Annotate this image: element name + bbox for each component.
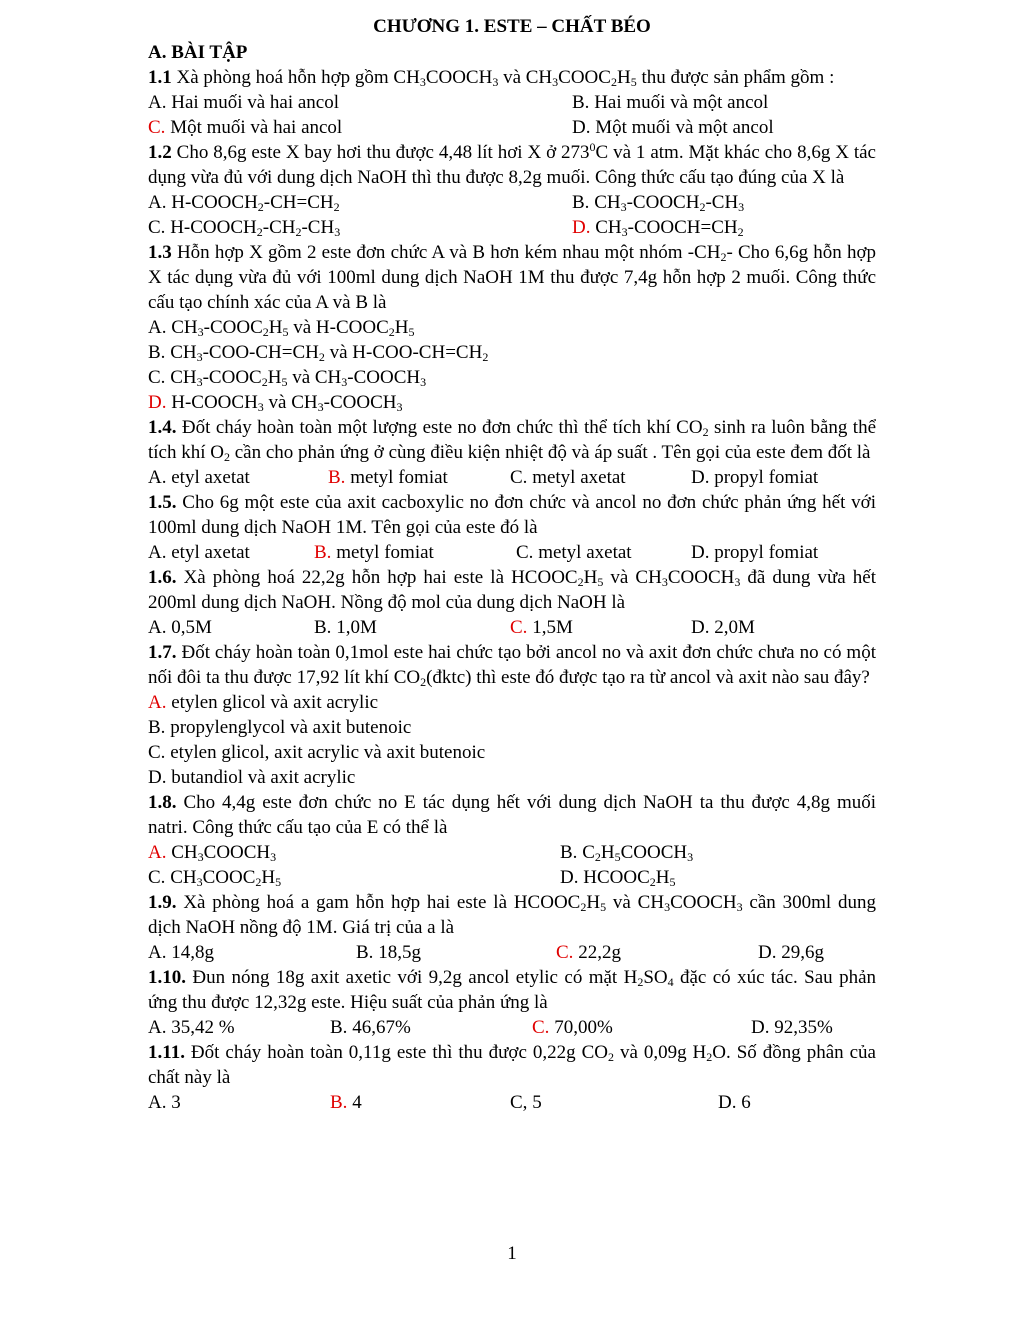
question-number: 1.11.: [148, 1042, 185, 1063]
question-number: 1.10.: [148, 967, 186, 988]
option-text: $CH_3-COO-CH=CH_2$ và $H-COO-CH=CH_2$: [165, 342, 489, 364]
question-1-10: [148, 965, 876, 1040]
question-1-5: [148, 490, 876, 565]
option-text: etyl axetat: [166, 467, 250, 488]
option-text: etylen glicol, axit acrylic và axit butenoic: [165, 742, 486, 763]
question-stem: Cho 4,4g este đơn chức no E tác dụng hết với dung dịch NaOH ta thu được 4,8g muối natri. Công thức cấu tạo của E có thể là: [148, 792, 876, 838]
option-text: $H-COOCH_3$ và $CH_3-COOCH_3$: [166, 392, 403, 414]
option-letter: D.: [691, 617, 710, 638]
option-letter: A.: [148, 842, 167, 863]
question-number: 1.9.: [148, 892, 177, 913]
question-number: 1.6.: [148, 567, 177, 588]
option-a: [148, 90, 339, 115]
question-stem: Đun nóng 18g axit axetic với 9,2g ancol etylic có mặt $H_2SO_4$ đặc có xúc tác. Sau phản ứng thu được 12,32g este. Hiệu suất của phản ứng là: [148, 967, 877, 1013]
option-text: propylenglycol và axit butenoic: [165, 717, 412, 738]
option-c: [148, 215, 340, 240]
option-text: Một muối và một ancol: [590, 117, 774, 138]
option-text: $CH_3COOC_2H_5$: [165, 867, 282, 889]
option-b: [356, 940, 421, 965]
option-letter: A.: [148, 542, 167, 563]
option-b: [560, 840, 693, 865]
option-letter: C,: [510, 1092, 528, 1113]
question-number: 1.2: [148, 142, 172, 163]
section-heading: A. BÀI TẬP: [148, 42, 248, 63]
option-letter: A.: [148, 692, 167, 713]
option-c: [556, 940, 621, 965]
option-letter: C.: [516, 542, 534, 563]
option-letter: C.: [532, 1017, 550, 1038]
option-letter: D.: [148, 767, 167, 788]
option-text: metyl fomiat: [331, 542, 434, 563]
option-letter: A.: [148, 1092, 167, 1113]
option-c: [532, 1015, 613, 1040]
question-1-6: [148, 565, 876, 640]
option-d: [148, 765, 876, 790]
option-d: [718, 1090, 751, 1115]
option-text: 0,5M: [166, 617, 212, 638]
option-letter: A.: [148, 192, 167, 213]
question-number: 1.1: [148, 67, 172, 88]
option-text: metyl fomiat: [345, 467, 448, 488]
option-letter: D.: [751, 1017, 770, 1038]
option-text: $C_2H_5COOCH_3$: [577, 842, 694, 864]
option-letter: C.: [148, 367, 166, 388]
option-c: [510, 1090, 542, 1115]
option-a: [148, 190, 340, 215]
question-stem: Xà phòng hoá a gam hỗn hợp hai este là $HCOOC_2H_5$ và $CH_3COOCH_3$ cần 300ml dung dịch NaOH nồng độ 1M. Giá trị của a là: [148, 892, 876, 938]
option-c: [148, 115, 342, 140]
question-1-7: [148, 640, 876, 790]
option-b: [572, 190, 744, 215]
option-letter: C.: [148, 867, 166, 888]
option-text: $CH_3-COOC_2H_5$ và $CH_3-COOCH_3$: [165, 367, 427, 389]
question-number: 1.5.: [148, 492, 177, 513]
option-text: 5: [527, 1092, 542, 1113]
option-letter: B.: [330, 1092, 348, 1113]
option-c: [516, 540, 632, 565]
option-text: 1,0M: [331, 617, 377, 638]
question-stem: Đốt cháy hoàn toàn một lượng este no đơn chức thì thể tích khí $CO_2$ sinh ra luôn bằng thể tích khí $O_2$ cần cho phản ứng ở cùng điều kiện nhiệt độ và áp suất . Tên gọi của este đem đốt là: [148, 417, 876, 464]
option-d: [572, 115, 774, 140]
question-1-9: [148, 890, 876, 965]
option-text: $H-COOCH_2-CH_2-CH_3$: [165, 217, 341, 239]
question-stem: Xà phòng hoá hỗn hợp gồm $CH_3COOCH_3$ và $CH_3COOC_2H_5$ thu được sản phẩm gồm :: [176, 67, 835, 89]
option-letter: D.: [691, 467, 710, 488]
option-a: [148, 1015, 235, 1040]
option-text: $CH_3-COOCH_2-CH_3$: [589, 192, 745, 214]
option-text: 70,00%: [549, 1017, 613, 1038]
option-letter: A.: [148, 317, 167, 338]
option-letter: A.: [148, 467, 167, 488]
option-a: [148, 840, 276, 865]
option-text: Hai muối và hai ancol: [166, 92, 340, 113]
option-text: 1,5M: [527, 617, 573, 638]
option-b: [148, 715, 876, 740]
option-letter: B.: [314, 542, 332, 563]
option-d: [691, 465, 818, 490]
page-number: 1: [507, 1243, 517, 1264]
option-d: [758, 940, 824, 965]
option-a: [148, 690, 876, 715]
option-text: 3: [166, 1092, 181, 1113]
question-stem: Hỗn hợp X gồm 2 este đơn chức A và B hơn kém nhau một nhóm $-CH_2-$ Cho 6,6g hỗn hợp X tác dụng vừa đủ với 100ml dung dịch NaOH 1M thu được 7,4g hỗn hợp 2 muối. Công thức cấu tạo chính xác của A và B là: [148, 242, 876, 313]
option-letter: A.: [148, 617, 167, 638]
question-1-1: [148, 65, 876, 140]
question-1-2: [148, 140, 876, 240]
option-d: [691, 540, 818, 565]
option-letter: A.: [148, 1017, 167, 1038]
option-letter: A.: [148, 92, 167, 113]
option-letter: D.: [691, 542, 710, 563]
option-text: $H-COOCH_2-CH=CH_2$: [166, 192, 340, 214]
option-c: [148, 740, 876, 765]
option-c: [510, 465, 626, 490]
option-b: [148, 340, 876, 365]
option-letter: B.: [572, 192, 590, 213]
option-b: [314, 540, 434, 565]
option-text: 46,67%: [347, 1017, 411, 1038]
question-number: 1.8.: [148, 792, 177, 813]
question-1-11: [148, 1040, 876, 1115]
option-letter: B.: [560, 842, 578, 863]
question-1-4: [148, 415, 876, 490]
option-letter: C.: [510, 467, 528, 488]
option-text: 6: [736, 1092, 751, 1113]
option-d: [691, 615, 755, 640]
option-text: 22,2g: [573, 942, 621, 963]
option-text: 35,42 %: [166, 1017, 235, 1038]
option-text: 2,0M: [709, 617, 755, 638]
option-text: 18,5g: [373, 942, 421, 963]
option-a: [148, 1090, 181, 1115]
question-stem: Đốt cháy hoàn toàn 0,1mol este hai chức tạo bởi ancol no và axit đơn chức chưa no có một nối đôi ta thu được 17,92 lít khí $CO_2(đktc)$ thì este đó được tạo ra từ ancol và axit nào sau đây?: [148, 642, 876, 689]
option-text: metyl axetat: [527, 467, 626, 488]
option-text: propyl fomiat: [709, 467, 819, 488]
option-text: $CH_3-COOC_2H_5$ và $H-COOC_2H_5$: [166, 317, 415, 339]
question-number: 1.4.: [148, 417, 177, 438]
option-c: [510, 615, 573, 640]
option-c: [148, 865, 281, 890]
option-text: etyl axetat: [166, 542, 250, 563]
option-a: [148, 540, 250, 565]
option-a: [148, 940, 214, 965]
option-letter: B.: [148, 717, 166, 738]
option-letter: A.: [148, 942, 167, 963]
option-letter: B.: [356, 942, 374, 963]
question-stem: Đốt cháy hoàn toàn 0,11g este thì thu được 0,22g $CO_2$ và 0,09g $H_2O$. Số đồng phân của chất này là: [148, 1042, 876, 1088]
option-a: [148, 615, 212, 640]
option-letter: B.: [314, 617, 332, 638]
question-1-3: [148, 240, 876, 415]
option-letter: B.: [148, 342, 166, 363]
option-letter: C.: [148, 742, 166, 763]
option-text: 4: [347, 1092, 362, 1113]
option-letter: D.: [718, 1092, 737, 1113]
option-text: Một muối và hai ancol: [165, 117, 343, 138]
option-c: [148, 365, 876, 390]
question-stem: Cho 6g một este của axit cacboxylic no đơn chức và ancol no đơn chức phản ứng hết với 100ml dung dịch NaOH 1M. Tên gọi của este đó là: [148, 492, 877, 538]
question-1-8: [148, 790, 876, 890]
worksheet-page: [148, 14, 876, 1115]
option-b: [330, 1015, 411, 1040]
option-letter: C.: [510, 617, 528, 638]
option-letter: C.: [148, 117, 166, 138]
option-a: [148, 465, 250, 490]
option-text: butandiol và axit acrylic: [166, 767, 356, 788]
option-b: [330, 1090, 362, 1115]
option-text: $HCOOC_2H_5$: [578, 867, 676, 889]
option-letter: C.: [556, 942, 574, 963]
option-text: $CH_3-COOCH=CH_2$: [590, 217, 744, 239]
question-number: 1.7.: [148, 642, 177, 663]
question-stem: Cho 8,6g este X bay hơi thu được 4,48 lít hơi X ở $273^0C$ và 1 atm. Mặt khác cho 8,6g X tác dụng vừa đủ với dung dịch NaOH thì thu được 8,2g muối. Công thức cấu tạo đúng của X là: [148, 140, 876, 188]
option-letter: B.: [328, 467, 346, 488]
option-a: [148, 315, 876, 340]
chapter-title: CHƯƠNG 1. ESTE – CHẤT BÉO: [373, 16, 651, 37]
option-d: [560, 865, 675, 890]
option-d: [751, 1015, 833, 1040]
option-b: [314, 615, 377, 640]
option-letter: D.: [148, 392, 167, 413]
option-text: $CH_3COOCH_3$: [166, 842, 277, 864]
option-text: 14,8g: [166, 942, 214, 963]
option-letter: B.: [572, 92, 590, 113]
option-text: 29,6g: [776, 942, 824, 963]
option-letter: C.: [148, 217, 166, 238]
option-letter: B.: [330, 1017, 348, 1038]
option-text: Hai muối và một ancol: [589, 92, 769, 113]
option-d: [572, 215, 744, 240]
option-text: metyl axetat: [533, 542, 632, 563]
option-d: [148, 390, 876, 415]
option-b: [572, 90, 768, 115]
option-text: propyl fomiat: [709, 542, 819, 563]
option-b: [328, 465, 448, 490]
option-text: etylen glicol và axit acrylic: [166, 692, 379, 713]
question-stem: Xà phòng hoá 22,2g hỗn hợp hai este là $HCOOC_2H_5$ và $CH_3COOCH_3$ đã dung vừa hết 200ml dung dịch NaOH. Nồng độ mol của dung dịch NaOH là: [148, 567, 877, 613]
option-letter: D.: [572, 117, 591, 138]
option-letter: D.: [560, 867, 579, 888]
option-text: 92,35%: [769, 1017, 833, 1038]
option-letter: D.: [572, 217, 591, 238]
question-number: 1.3: [148, 242, 172, 263]
option-letter: D.: [758, 942, 777, 963]
